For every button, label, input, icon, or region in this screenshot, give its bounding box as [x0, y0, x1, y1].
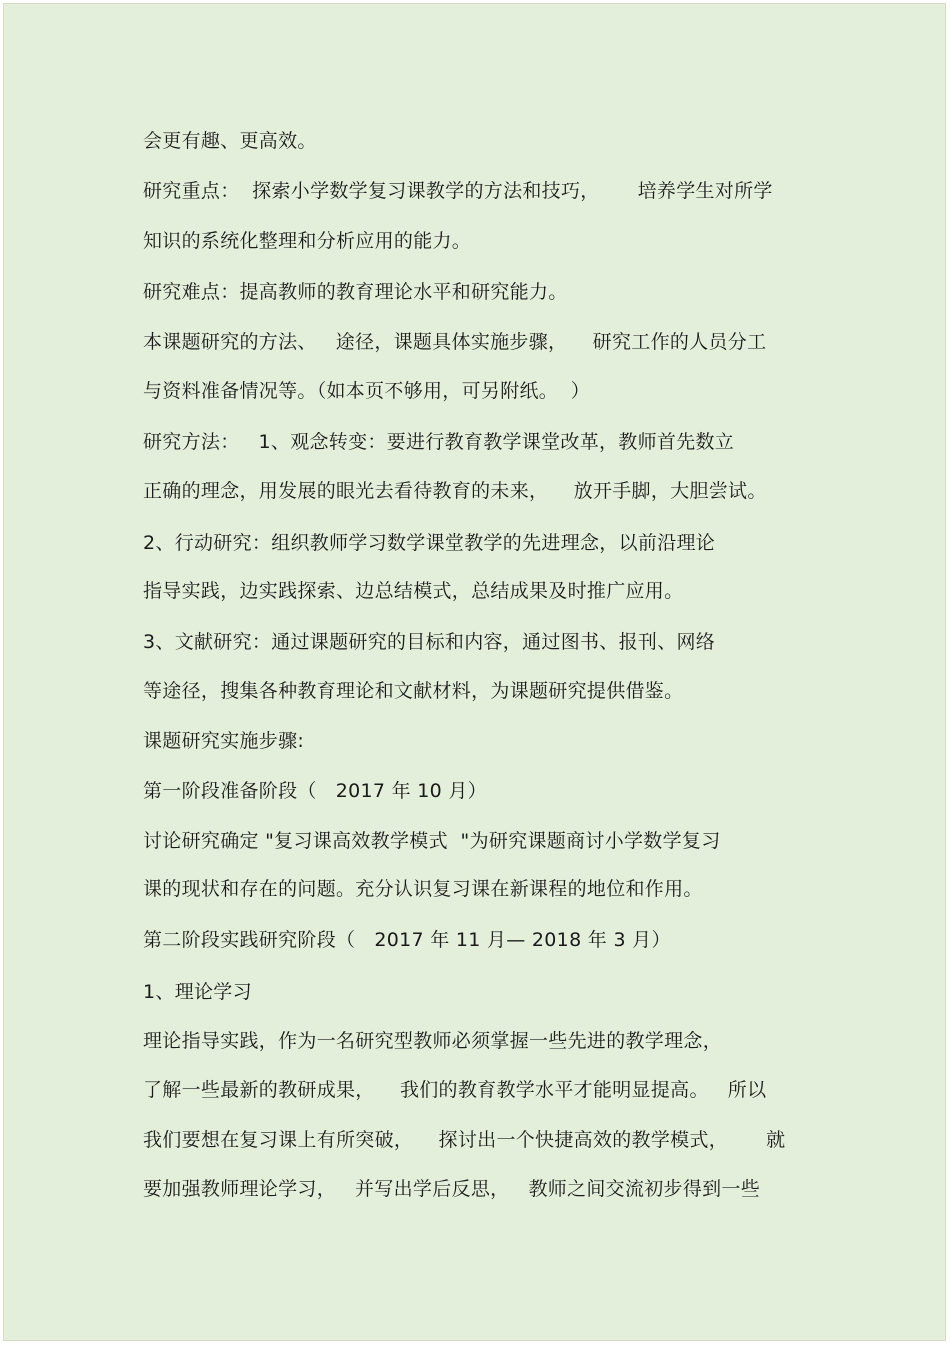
text-line: 研究方法： 1、观念转变：要进行教育教学课堂改革，教师首先数立: [143, 431, 735, 453]
section-heading: 第二阶段实践研究阶段（ 2017 年 11 月— 2018 年 3 月）: [143, 929, 671, 951]
text-line: 课的现状和存在的问题。充分认识复习课在新课程的地位和作用。: [143, 878, 703, 900]
text-line: 研究难点：提高教师的教育理论水平和研究能力。: [143, 281, 568, 303]
text-line: 与资料准备情况等。（如本页不够用，可另附纸。 ）: [143, 380, 591, 402]
section-heading: 第一阶段准备阶段（ 2017 年 10 月）: [143, 780, 487, 802]
text-line: 知识的系统化整理和分析应用的能力。: [143, 230, 472, 252]
section-heading: 课题研究实施步骤:: [143, 730, 305, 752]
text-line: 2、行动研究：组织教师学习数学课堂教学的先进理念，以前沿理论: [143, 532, 716, 554]
text-line: 研究重点： 探索小学数学复习课教学的方法和技巧， 培养学生对所学: [143, 180, 773, 202]
section-heading: 1、理论学习: [143, 981, 252, 1003]
text-line: 本课题研究的方法、 途径，课题具体实施步骤， 研究工作的人员分工: [143, 331, 767, 353]
text-line: 讨论研究确定 "复习课高效教学模式 "为研究课题商讨小学数学复习: [143, 830, 721, 852]
text-line: 正确的理念，用发展的眼光去看待教育的未来， 放开手脚，大胆尝试。: [143, 480, 767, 502]
text-line: 等途径，搜集各种教育理论和文献材料，为课题研究提供借鉴。: [143, 680, 684, 702]
text-line: 我们要想在复习课上有所突破， 探讨出一个快捷高效的教学模式， 就: [143, 1129, 786, 1151]
text-line: 要加强教师理论学习， 并写出学后反思， 教师之间交流初步得到一些: [143, 1178, 761, 1200]
text-line: 3、文献研究：通过课题研究的目标和内容，通过图书、报刊、网络: [143, 631, 716, 653]
text-line: 会更有趣、更高效。: [143, 130, 317, 152]
text-line: 了解一些最新的教研成果， 我们的教育教学水平才能明显提高。 所以: [143, 1079, 767, 1101]
text-line: 指导实践，边实践探索、边总结模式，总结成果及时推广应用。: [143, 580, 684, 602]
text-line: 理论指导实践，作为一名研究型教师必须掌握一些先进的教学理念，: [143, 1030, 723, 1052]
